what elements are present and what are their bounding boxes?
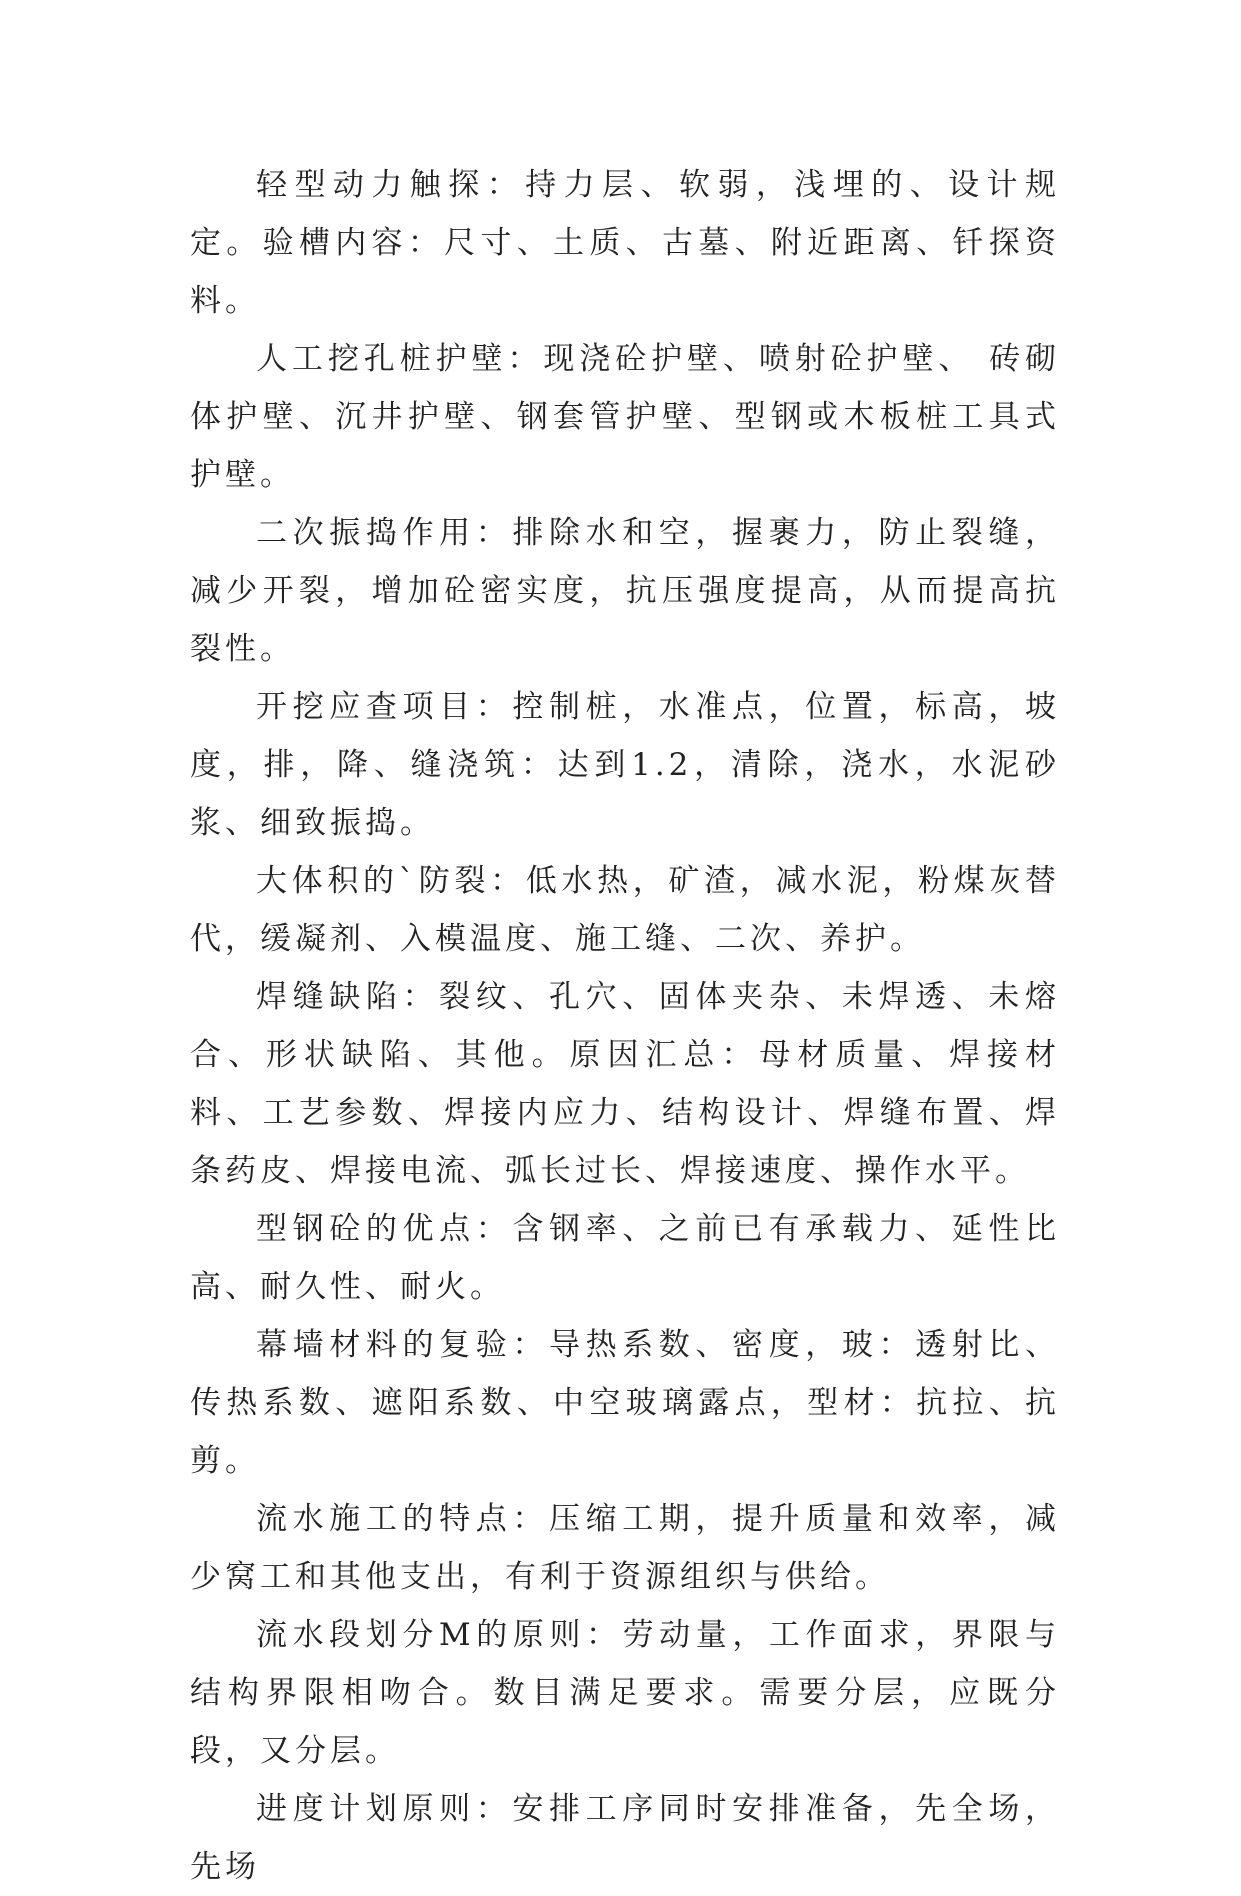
paragraph-schedule-principles: 进度计划原则：安排工序同时安排准备，先全场，先场 xyxy=(190,1791,1060,1885)
paragraph-mass-concrete-crack-prevention: 大体积的`防裂：低水热，矿渣，减水泥，粉煤灰替代，缓凝剂、入模温度、施工缝、二次、养护。 xyxy=(190,863,1060,957)
paragraph-flow-construction-features: 流水施工的特点：压缩工期，提升质量和效率，减少窝工和其他支出，有利于资源组织与供给。 xyxy=(190,1501,1060,1595)
paragraph-weld-defects: 焊缝缺陷：裂纹、孔穴、固体夹杂、未焊透、未熔合、形状缺陷、其他。原因汇总：母材质量、焊接材料、工艺参数、焊接内应力、结构设计、焊缝布置、焊条药皮、焊接电流、弧长过长、焊接速度、操作水平。 xyxy=(190,979,1060,1189)
document-body xyxy=(190,156,1060,1896)
paragraph-light-dynamic-penetration: 轻型动力触探：持力层、软弱，浅埋的、设计规定。验槽内容：尺寸、土质、古墓、附近距离、钎探资料。 xyxy=(190,167,1060,319)
paragraph-flow-section-principles: 流水段划分M的原则：劳动量，工作面求，界限与结构界限相吻合。数目满足要求。需要分层，应既分段，又分层。 xyxy=(190,1617,1060,1769)
paragraph-steel-concrete-advantages: 型钢砼的优点：含钢率、之前已有承载力、延性比高、耐久性、耐火。 xyxy=(190,1211,1060,1305)
paragraph-excavation-check-items: 开挖应查项目：控制桩，水准点，位置，标高，坡度，排，降、缝浇筑：达到1.2，清除，浇水，水泥砂浆、细致振捣。 xyxy=(190,689,1060,841)
paragraph-curtain-wall-retest: 幕墙材料的复验：导热系数、密度，玻：透射比、传热系数、遮阳系数、中空玻璃露点，型材：抗拉、抗剪。 xyxy=(190,1327,1060,1479)
paragraph-pile-wall-protection: 人工挖孔桩护壁：现浇砼护壁、喷射砼护壁、 砖砌体护壁、沉井护壁、钢套管护壁、型钢或木板桩工具式护壁。 xyxy=(190,341,1060,493)
paragraph-secondary-vibration: 二次振捣作用：排除水和空，握裹力，防止裂缝，减少开裂，增加砼密实度，抗压强度提高，从而提高抗裂性。 xyxy=(190,515,1060,667)
